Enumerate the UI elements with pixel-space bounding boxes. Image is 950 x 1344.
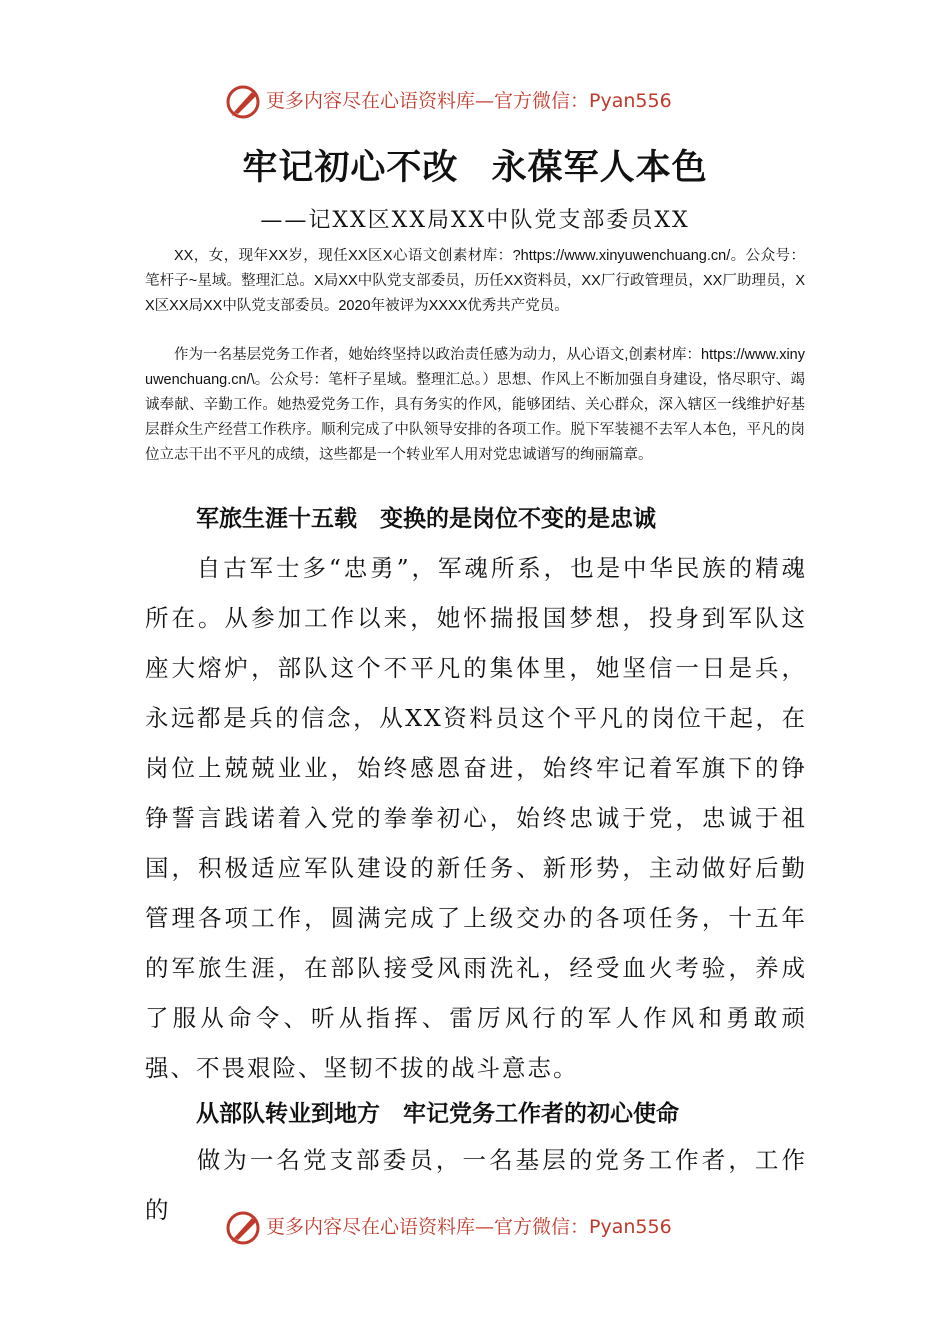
section-heading: 从部队转业到地方 牢记党务工作者的初心使命	[196, 1101, 679, 1127]
pen-logo-icon	[226, 84, 262, 120]
body-paragraph: 做为一名党支部委员，一名基层的党务工作者，工作的	[145, 1146, 807, 1224]
pen-logo-icon	[226, 1210, 262, 1246]
top-watermark-banner	[0, 82, 950, 122]
banner-text: 更多内容尽在心语资料库—官方微信：Pyan556	[266, 90, 672, 112]
bottom-watermark-banner	[0, 1208, 950, 1248]
document-title: 牢记初心不改 永葆军人本色	[242, 147, 708, 188]
intro-paragraph: 作为一名基层党务工作者，她始终坚持以政治责任感为动力，从心语文,创素材库：https://www.xinyuwenchuang.cn/\。公众号：笔杆子星域。整理汇总。）思想、作风上不断加强自身建设，恪尽职守、竭诚奉献、辛勤工作。她热爱党务工作，具有务实的作风，能够团结、关心群众，深入辖区一线维护好基层群众生产经营工作秩序。顺利完成了中队领导安排的各项工作。脱下军装褪不去军人本色，平凡的岗位立志干出不平凡的成绩，这些都是一个转业军人用对党忠诚谱写的绚丽篇章。	[145, 347, 805, 463]
body-paragraph: 自古军士多“忠勇”，军魂所系，也是中华民族的精魂所在。从参加工作以来，她怀揣报国梦想，投身到军队这座大熔炉，部队这个不平凡的集体里，她坚信一日是兵，永远都是兵的信念，从XX资料员这个平凡的岗位干起，在岗位上兢兢业业，始终感恩奋进，始终牢记着军旗下的铮铮誓言践诺着入党的拳拳初心，始终忠诚于党，忠诚于祖国，积极适应军队建设的新任务、新形势，主动做好后勤管理各项工作，圆满完成了上级交办的各项任务，十五年的军旅生涯，在部队接受风雨洗礼，经受血火考验，养成了服从命令、听从指挥、雷厉风行的军人作风和勇敢顽强、不畏艰险、坚韧不拔的战斗意志。	[145, 554, 807, 1082]
banner-text: 更多内容尽在心语资料库—官方微信：Pyan556	[266, 1216, 672, 1238]
document-subtitle: ——记XX区XX局XX中队党支部委员XX	[260, 208, 690, 233]
intro-paragraph: XX，女，现年XX岁，现任XX区X心语文创素材库：?https://www.xinyuwenchuang.cn/。公众号：笔杆子~星域。整理汇总。X局XX中队党支部委员，历任XX资料员，XX厂行政管理员，XX厂助理员，XX区XX局XX中队党支部委员。2020年被评为XXXX优秀共产党员。	[145, 248, 805, 314]
section-heading: 军旅生涯十五载 变换的是岗位不变的是忠诚	[196, 506, 656, 532]
